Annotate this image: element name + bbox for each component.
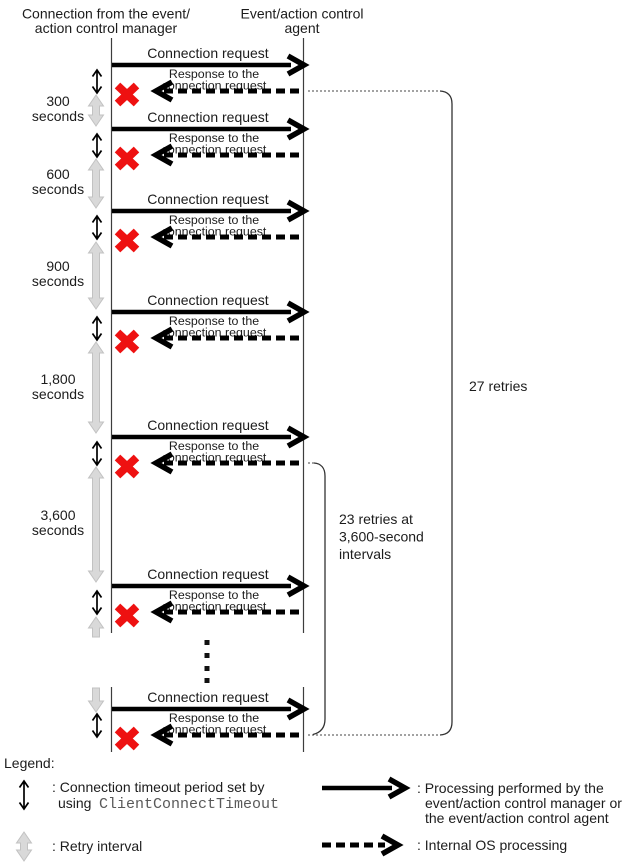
ellipsis-dot: [205, 640, 210, 645]
response-label-line2: connection request: [161, 325, 267, 340]
exchange-7: [93, 689, 305, 748]
response-label-line2: connection request: [161, 450, 267, 465]
interval-1800-unit: seconds: [31, 386, 85, 402]
timeout-double-arrow-icon: [93, 442, 102, 465]
timeout-double-arrow-icon: [93, 714, 102, 737]
inner-bracket-label-line2: 3,600-second: [339, 528, 424, 545]
retry-arrow-900: [89, 242, 104, 309]
retry-arrow-600: [89, 159, 104, 208]
exchange-6: [93, 566, 305, 625]
agent-header-line1: Event/action control: [240, 5, 364, 22]
connection-request-label: Connection request: [147, 417, 269, 433]
connection-request-label: Connection request: [147, 566, 269, 582]
interval-600-value: 600: [46, 166, 70, 182]
agent-header-line2: agent: [284, 20, 320, 36]
exchange-4: [93, 292, 305, 351]
failure-x-icon: [118, 150, 137, 168]
interval-3600-unit: seconds: [31, 522, 85, 538]
retry-arrow-1800: [89, 342, 104, 433]
legend-timeout-text-line1: : Connection timeout period set by: [52, 779, 265, 795]
retry-arrow-fragment-up: [89, 617, 104, 637]
legend-solid-text-line1: : Processing performed by the: [417, 780, 604, 796]
response-label-line1: Response to the: [168, 131, 260, 145]
outer-bracket: [308, 91, 527, 735]
retry-arrow-300: [89, 95, 104, 126]
timeout-double-arrow-icon: [93, 70, 102, 93]
failure-x-icon: [118, 86, 137, 104]
retry-interval-icon: [17, 832, 32, 861]
failure-x-icon: [118, 730, 137, 748]
legend-solid-text-line2: event/action control manager or: [425, 795, 622, 811]
connection-request-label: Connection request: [147, 689, 269, 705]
exchange-3: [93, 191, 305, 250]
response-label-line2: connection request: [161, 142, 267, 157]
interval-3600-value: 3,600: [40, 507, 76, 523]
failure-x-icon: [118, 232, 137, 250]
ellipsis-dot: [205, 653, 210, 658]
failure-x-icon: [118, 607, 137, 625]
response-label-line1: Response to the: [168, 711, 260, 725]
legend-timeout-parameter: ClientConnectTimeout: [99, 796, 280, 813]
response-label-line1: Response to the: [168, 439, 260, 453]
manager-header-line2: action control manager: [34, 20, 178, 36]
ellipsis-dot: [205, 678, 210, 683]
interval-1800-value: 1,800: [40, 371, 76, 387]
manager-header-line1: Connection from the event/: [21, 5, 191, 22]
inner-bracket-label-line3: intervals: [339, 546, 392, 562]
response-label-line2: connection request: [161, 722, 267, 737]
connection-request-label: Connection request: [147, 191, 269, 207]
response-label-line2: connection request: [161, 224, 267, 239]
response-label-line1: Response to the: [168, 67, 260, 81]
failure-x-icon: [118, 333, 137, 351]
retry-interval-arrows: [89, 95, 104, 712]
interval-300-value: 300: [46, 93, 70, 109]
response-label-line1: Response to the: [168, 314, 260, 328]
retry-arrow-fragment-down: [89, 688, 104, 712]
timeout-double-arrow-icon: [93, 134, 102, 157]
inner-bracket: [308, 463, 424, 735]
legend-retry-text: : Retry interval: [52, 838, 143, 854]
ellipsis-dots: [205, 640, 210, 683]
exchange-1: [93, 45, 305, 104]
interval-600-unit: seconds: [31, 181, 85, 197]
outer-bracket-curve: [440, 91, 452, 735]
interval-900-value: 900: [46, 258, 70, 274]
ellipsis-dot: [205, 666, 210, 671]
response-label-line1: Response to the: [168, 588, 260, 602]
response-label-line1: Response to the: [168, 213, 260, 227]
inner-bracket-curve: [313, 463, 325, 735]
response-label-line2: connection request: [161, 599, 267, 614]
interval-300-unit: seconds: [31, 108, 85, 124]
legend: [4, 755, 622, 861]
timeout-double-arrow-icon: [93, 591, 102, 614]
legend-dashed-text: : Internal OS processing: [417, 837, 568, 853]
timeout-double-arrow-icon: [93, 216, 102, 239]
exchange-5: [93, 417, 305, 476]
connection-request-label: Connection request: [147, 292, 269, 308]
failure-x-icon: [118, 458, 137, 476]
timeout-double-arrow-icon: [93, 317, 102, 340]
legend-solid-text-line3: the event/action control agent: [425, 810, 609, 826]
legend-timeout-text-line2: using: [58, 795, 92, 811]
interval-labels: [32, 93, 84, 538]
column-headers: [22, 6, 364, 37]
interval-900-unit: seconds: [31, 273, 85, 289]
inner-bracket-label-line1: 23 retries at: [339, 511, 413, 527]
exchange-2: [93, 109, 305, 168]
outer-bracket-label: 27 retries: [469, 378, 528, 394]
legend-title: Legend:: [4, 755, 55, 771]
response-label-line2: connection request: [161, 78, 267, 93]
connection-request-label: Connection request: [147, 45, 269, 61]
connection-request-label: Connection request: [147, 109, 269, 125]
retry-arrow-3600: [89, 467, 104, 582]
timeout-double-arrow-icon: [20, 781, 29, 809]
